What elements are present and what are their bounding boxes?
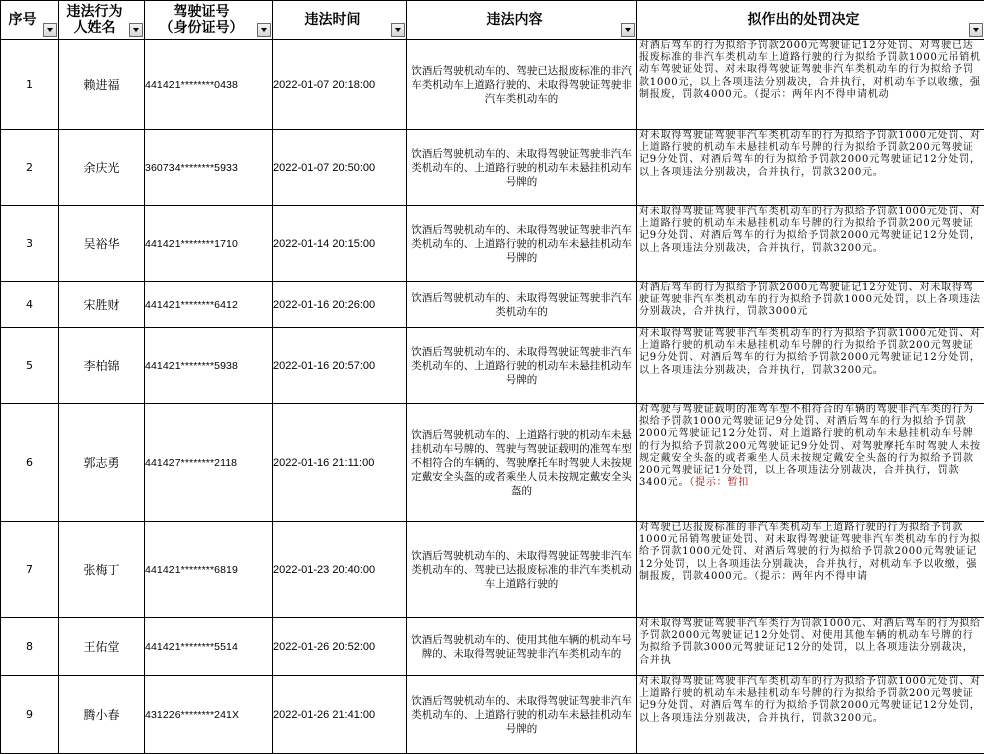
- filter-dropdown-icon[interactable]: [129, 23, 143, 37]
- cell-name[interactable]: 王佑堂: [59, 618, 145, 676]
- cell-seq[interactable]: 5: [1, 328, 59, 404]
- cell-time[interactable]: 2022-01-26 20:52:00: [273, 618, 407, 676]
- cell-name[interactable]: 张梅丁: [59, 522, 145, 618]
- cell-time[interactable]: 2022-01-16 20:26:00: [273, 282, 407, 328]
- cell-seq[interactable]: 6: [1, 404, 59, 522]
- cell-name[interactable]: 余庆光: [59, 130, 145, 206]
- cell-content[interactable]: 饮酒后驾驶机动车的、驾驶已达报废标准的非汽车类机动车上道路行驶的、未取得驾驶证驾驶非汽车类机动车的: [407, 40, 637, 130]
- header-id: 驾驶证号 （身份证号）: [145, 1, 273, 40]
- cell-name[interactable]: 郭志勇: [59, 404, 145, 522]
- cell-seq[interactable]: 2: [1, 130, 59, 206]
- cell-content[interactable]: 饮酒后驾驶机动车的、未取得驾驶证驾驶非汽车类机动车的、上道路行驶的机动车未悬挂机动车号牌的: [407, 328, 637, 404]
- table-row[interactable]: [1, 404, 984, 522]
- decision-text: 对未取得驾驶证驾驶非汽车类行为罚款1000元、对酒后驾车的行为拟给予罚款2000元驾驶证记12分处罚、对使用其他车辆的机动车号牌的行为拟给予罚款3000元驾驶证记12分的处罚，以上各项违法分别裁决，合并执: [639, 618, 981, 666]
- table-row[interactable]: [1, 676, 984, 754]
- cell-id[interactable]: 441421********5514: [145, 618, 273, 676]
- decision-tip: （提示：暂扣: [689, 477, 750, 489]
- cell-time[interactable]: 2022-01-07 20:50:00: [273, 130, 407, 206]
- cell-decision[interactable]: [637, 40, 984, 130]
- cell-time[interactable]: 2022-01-16 20:57:00: [273, 328, 407, 404]
- cell-decision[interactable]: [637, 206, 984, 282]
- cell-content[interactable]: 饮酒后驾驶机动车的、上道路行驶的机动车未悬挂机动车号牌的、驾驶与驾驶证载明的准驾车型不相符合的车辆的、驾驶摩托车时驾驶人未按规定戴安全头盔的或者乘坐人员未按规定戴安全头盔的: [407, 404, 637, 522]
- cell-seq[interactable]: 4: [1, 282, 59, 328]
- cell-decision[interactable]: [637, 618, 984, 676]
- decision-text: 对酒后驾车的行为拟给予罚款2000元驾驶证记12分处罚、对驾驶已达报废标准的非汽车类机动车上道路行驶的行为拟给予罚款1000元吊销机动车驾驶证处罚、对未取得驾驶证驾驶非汽车类机动车的行为拟给予罚款1000元，以上各项违法分别裁决，合并执行，对机动车予以收缴，强制报废，罚款4000元。（提示：两年内不得申请机动: [639, 40, 981, 100]
- header-name: 违法行为 人姓名: [59, 1, 145, 40]
- filter-dropdown-icon[interactable]: [391, 23, 405, 37]
- cell-id[interactable]: 441421********6412: [145, 282, 273, 328]
- table-row[interactable]: [1, 522, 984, 618]
- table-body: [1, 40, 984, 754]
- cell-decision[interactable]: [637, 676, 984, 754]
- cell-id[interactable]: 441421********5938: [145, 328, 273, 404]
- header-row: [1, 1, 984, 40]
- cell-id[interactable]: 441421********1710: [145, 206, 273, 282]
- cell-id[interactable]: 441421********0438: [145, 40, 273, 130]
- cell-name[interactable]: 腾小春: [59, 676, 145, 754]
- cell-content[interactable]: 饮酒后驾驶机动车的、未取得驾驶证驾驶非汽车类机动车的、驾驶已达报废标准的非汽车类机动车上道路行驶的: [407, 522, 637, 618]
- cell-name[interactable]: 赖进福: [59, 40, 145, 130]
- cell-id[interactable]: 441421********6819: [145, 522, 273, 618]
- cell-name[interactable]: 吴裕华: [59, 206, 145, 282]
- cell-content[interactable]: 饮酒后驾驶机动车的、未取得驾驶证驾驶非汽车类机动车的、上道路行驶的机动车未悬挂机动车号牌的: [407, 676, 637, 754]
- cell-decision[interactable]: [637, 404, 984, 522]
- cell-seq[interactable]: 9: [1, 676, 59, 754]
- cell-content[interactable]: 饮酒后驾驶机动车的、未取得驾驶证驾驶非汽车类机动车的、上道路行驶的机动车未悬挂机动车号牌的: [407, 130, 637, 206]
- decision-text: 对驾驶已达报废标准的非汽车类机动车上道路行驶的行为拟给予罚款1000元吊销驾驶证处罚、对未取得驾驶证驾驶非汽车类机动车的行为拟给予罚款1000元处罚、对酒后驾驶的行为拟给予罚款2000元驾驶证记12分处罚，以上各项违法分别裁决，合并执行，对机动车予以收缴，强制报废，罚款4000元。（提示：两年内不得申请: [639, 522, 981, 582]
- cell-content[interactable]: 饮酒后驾驶机动车的、使用其他车辆的机动车号牌的、未取得驾驶证驾驶非汽车类机动车的: [407, 618, 637, 676]
- filter-dropdown-icon[interactable]: [621, 23, 635, 37]
- cell-id[interactable]: 431226********241X: [145, 676, 273, 754]
- cell-name[interactable]: 宋胜财: [59, 282, 145, 328]
- cell-content[interactable]: 饮酒后驾驶机动车的、未取得驾驶证驾驶非汽车类机动车的、上道路行驶的机动车未悬挂机动车号牌的: [407, 206, 637, 282]
- cell-seq[interactable]: 7: [1, 522, 59, 618]
- cell-decision[interactable]: [637, 328, 984, 404]
- decision-text: 对驾驶与驾驶证载明的准驾车型不相符合的车辆的驾驶非汽车类的行为拟给予罚款1000元驾驶证记9分处罚、对酒后驾车的行为拟给予罚款2000元驾驶证记12分处罚、对上道路行驶的机动车未悬挂机动车号牌的行为拟给予罚款200元驾驶证记9分处罚、对驾驶摩托车时驾驶人未按规定戴安全头盔的或者乘坐人员未按规定戴安全头盔的行为拟给予罚款200元驾驶证记1分处罚，以上各项违法分别裁决，合并执行，罚款3400元。: [639, 404, 981, 489]
- table-row[interactable]: [1, 618, 984, 676]
- decision-text: 对未取得驾驶证驾驶非汽车类机动车的行为拟给予罚款1000元处罚、对上道路行驶的机动车未悬挂机动车号牌的行为拟给予罚款200元驾驶证记9分处罚、对酒后驾车的行为拟给予罚款2000元驾驶证记12分处罚，以上各项违法分别裁决，合并执行，罚款3200元。: [639, 130, 981, 178]
- cell-seq[interactable]: 3: [1, 206, 59, 282]
- cell-time[interactable]: 2022-01-07 20:18:00: [273, 40, 407, 130]
- table-row[interactable]: [1, 130, 984, 206]
- cell-id[interactable]: 441427********2118: [145, 404, 273, 522]
- table-row[interactable]: [1, 328, 984, 404]
- cell-id[interactable]: 360734********5933: [145, 130, 273, 206]
- header-seq: 序号: [1, 1, 59, 40]
- cell-time[interactable]: 2022-01-16 21:11:00: [273, 404, 407, 522]
- decision-text: 对未取得驾驶证驾驶非汽车类机动车的行为拟给予罚款1000元处罚、对上道路行驶的机动车未悬挂机动车号牌的行为拟给予罚款200元驾驶证记9分处罚、对酒后驾车的行为拟给予罚款2000元驾驶证记12分处罚，以上各项违法分别裁决，合并执行，罚款3200元。: [639, 206, 981, 254]
- cell-seq[interactable]: 8: [1, 618, 59, 676]
- header-time: 违法时间: [273, 1, 407, 40]
- table-row[interactable]: [1, 206, 984, 282]
- cell-time[interactable]: 2022-01-26 21:41:00: [273, 676, 407, 754]
- cell-decision[interactable]: [637, 130, 984, 206]
- cell-name[interactable]: 李柏锦: [59, 328, 145, 404]
- cell-decision[interactable]: [637, 282, 984, 328]
- cell-decision[interactable]: [637, 522, 984, 618]
- decision-text: 对未取得驾驶证驾驶非汽车类机动车的行为拟给予罚款1000元处罚、对上道路行驶的机动车未悬挂机动车号牌的行为拟给予罚款200元驾驶证记9分处罚、对酒后驾车的行为拟给予罚款2000元驾驶证记12分处罚，以上各项违法分别裁决，合并执行，罚款3200元。: [639, 676, 981, 724]
- filter-dropdown-icon[interactable]: [257, 23, 271, 37]
- header-decision: 拟作出的处罚决定: [637, 1, 984, 40]
- table-row[interactable]: [1, 282, 984, 328]
- cell-seq[interactable]: 1: [1, 40, 59, 130]
- header-content: 违法内容: [407, 1, 637, 40]
- decision-text: 对酒后驾车的行为拟给予罚款2000元驾驶证记12分处罚、对未取得驾驶证驾驶非汽车类机动车的行为拟给予罚款1000元处罚，以上各项违法分别裁决，合并执行，罚款3000元: [639, 282, 981, 318]
- decision-text: 对未取得驾驶证驾驶非汽车类机动车的行为拟给予罚款1000元处罚、对上道路行驶的机动车未悬挂机动车号牌的行为拟给予罚款200元驾驶证记9分处罚、对酒后驾车的行为拟给予罚款2000元驾驶证记12分处罚，以上各项违法分别裁决，合并执行，罚款3200元。: [639, 328, 981, 376]
- filter-dropdown-icon[interactable]: [969, 23, 983, 37]
- cell-content[interactable]: 饮酒后驾驶机动车的、未取得驾驶证驾驶非汽车类机动车的: [407, 282, 637, 328]
- cell-time[interactable]: 2022-01-14 20:15:00: [273, 206, 407, 282]
- filter-dropdown-icon[interactable]: [43, 23, 57, 37]
- cell-time[interactable]: 2022-01-23 20:40:00: [273, 522, 407, 618]
- table-row[interactable]: [1, 40, 984, 130]
